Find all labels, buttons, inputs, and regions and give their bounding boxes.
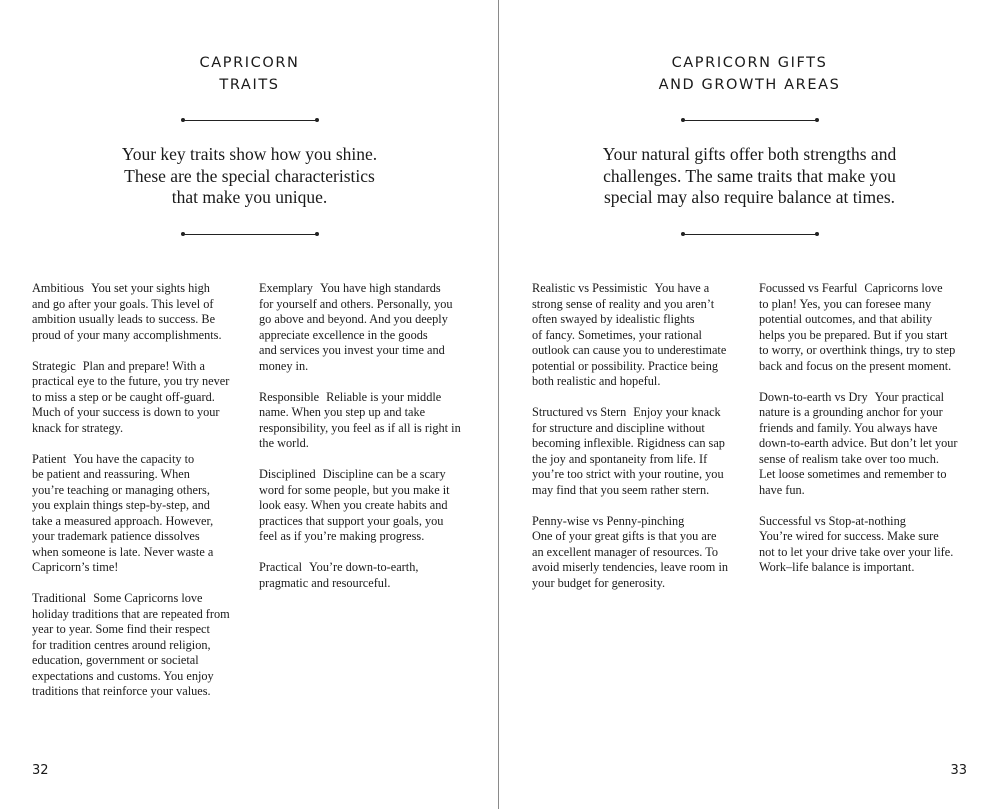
text-column-left: [32, 281, 247, 700]
text-column-right: [759, 281, 991, 576]
entry-line: [532, 514, 747, 530]
entry-text: go above and beyond. And you deeply: [259, 312, 448, 326]
entry-text: look easy. When you create habits and: [259, 498, 448, 512]
entry-text: potential or possibility. Practice being: [532, 358, 719, 373]
entry-line: [259, 436, 491, 452]
entry-text: You’re wired for success. Make sure: [759, 529, 939, 543]
intro-line: These are the special characteristics: [124, 165, 375, 186]
entry-text: You have high standards: [319, 281, 441, 295]
entry-line: [259, 405, 491, 421]
entry-line: [532, 405, 747, 421]
entry-text: back and focus on the present moment.: [759, 358, 952, 373]
trait-entry: [532, 405, 747, 498]
entry-text: You’re down-to-earth,: [309, 560, 419, 574]
trait-entry: [759, 390, 991, 499]
entry-text: for yourself and others. Personally, you: [259, 296, 453, 311]
intro-line: special may also require balance at times.: [603, 187, 896, 207]
entry-line: [532, 297, 747, 313]
trait-entry: [32, 591, 247, 700]
entry-line: [259, 390, 491, 406]
entry-text: Reliable is your middle: [326, 389, 442, 404]
entry-line: [759, 421, 991, 437]
entry-text: Some Capricorns love: [93, 591, 203, 605]
left-page: [0, 0, 499, 809]
entry-line: [32, 467, 247, 483]
entry-text: Let loose sometimes and remember to: [759, 467, 947, 481]
entry-text: You set your sights high: [90, 281, 210, 295]
entry-text: of fancy. Sometimes, your rational: [532, 327, 702, 342]
title-line: CAPRICORN: [199, 55, 300, 71]
entry-line: [532, 343, 747, 359]
entry-text: You have a: [654, 281, 710, 295]
entry-line: [259, 359, 491, 375]
entry-line: [759, 312, 991, 328]
entry-text: responsibility, you feel as if all is right in: [259, 420, 461, 435]
entry-line: [259, 514, 491, 530]
text-column-left: [532, 281, 747, 591]
entry-text: feel as if you’re making progress.: [259, 529, 425, 543]
trait-entry: [259, 281, 491, 374]
entry-line: [759, 343, 991, 359]
trait-heading: Disciplined: [259, 467, 316, 481]
trait-heading: Exemplary: [259, 281, 313, 295]
entry-text: Capricorn’s time!: [32, 560, 119, 574]
entry-line: [32, 359, 247, 375]
entry-text: traditions that reinforce your values.: [32, 684, 211, 698]
entry-line: [759, 545, 991, 561]
entry-line: [32, 607, 247, 623]
entry-text: you explain things step-by-step, and: [32, 498, 210, 512]
entry-text: Your practical: [874, 389, 945, 404]
entry-text: to plan! Yes, you can foresee many: [759, 296, 932, 311]
trait-entry: [259, 390, 491, 452]
divider-ornament: [182, 231, 318, 238]
title-line: TRAITS: [219, 77, 280, 93]
entry-line: [532, 483, 747, 499]
entry-line: [259, 576, 491, 592]
divider-ornament: [682, 231, 818, 238]
intro-line: Your key traits show how you shine.: [121, 144, 378, 164]
intro-line: challenges. The same traits that make you: [603, 165, 896, 186]
entry-text: money in.: [259, 358, 309, 373]
entry-line: [32, 297, 247, 313]
entry-text: Work–life balance is important.: [759, 560, 915, 574]
intro-line: that make you unique.: [171, 187, 328, 207]
entry-line: [532, 545, 747, 561]
entry-line: [259, 529, 491, 545]
trait-heading: Patient: [32, 451, 67, 466]
entry-text: friends and family. You always have: [759, 420, 938, 435]
entry-text: you’re teaching or managing others,: [32, 482, 210, 497]
entry-line: [759, 390, 991, 406]
trait-entry: [32, 281, 247, 343]
entry-line: [532, 529, 747, 545]
entry-line: [532, 436, 747, 452]
trait-heading: Realistic vs Pessimistic: [532, 281, 648, 295]
entry-line: [532, 359, 747, 375]
right-page: [500, 0, 999, 809]
entry-line: [532, 312, 747, 328]
entry-line: [532, 467, 747, 483]
entry-line: [759, 483, 991, 499]
entry-text: for structure and discipline without: [532, 420, 705, 435]
trait-entry: [759, 281, 991, 374]
entry-line: [259, 467, 491, 483]
trait-heading: Structured vs Stern: [532, 405, 627, 419]
entry-line: [759, 467, 991, 483]
trait-heading: Ambitious: [32, 281, 84, 295]
entry-line: [259, 328, 491, 344]
text-column-right: [259, 281, 491, 591]
entry-line: [32, 638, 247, 654]
entry-line: [532, 421, 747, 437]
entry-line: [759, 436, 991, 452]
entry-text: down-to-earth advice. But don’t let your: [759, 436, 958, 450]
entry-line: [32, 684, 247, 700]
entry-line: [259, 560, 491, 576]
entry-text: strong sense of reality and you aren’t: [532, 296, 715, 311]
entry-line: [259, 421, 491, 437]
title-line: AND GROWTH AREAS: [658, 77, 841, 93]
entry-text: Discipline can be a scary: [322, 467, 446, 481]
entry-text: education, government or societal: [32, 653, 199, 667]
entry-line: [32, 545, 247, 561]
entry-line: [759, 405, 991, 421]
entry-text: to worry, or overthink things, try to step: [759, 343, 956, 357]
entry-line: [32, 452, 247, 468]
intro-text: [0, 144, 499, 209]
intro-text: [500, 144, 999, 209]
divider-ornament: [682, 117, 818, 124]
trait-entry: [532, 514, 747, 592]
entry-text: pragmatic and resourceful.: [259, 575, 391, 590]
entry-text: sense of realism take over too much.: [759, 451, 939, 466]
page-title: [500, 52, 999, 96]
entry-text: Capricorns love: [864, 281, 943, 295]
entry-line: [759, 281, 991, 297]
entry-line: [759, 328, 991, 344]
entry-text: not to let your drive take over your life.: [759, 544, 954, 559]
entry-text: potential outcomes, and that ability: [759, 312, 933, 326]
entry-line: [532, 281, 747, 297]
entry-text: You have the capacity to: [73, 451, 195, 466]
entry-line: [259, 312, 491, 328]
entry-line: [32, 374, 247, 390]
entry-line: [32, 622, 247, 638]
entry-line: [532, 576, 747, 592]
trait-heading: Strategic: [32, 358, 76, 373]
entry-line: [32, 529, 247, 545]
entry-line: [32, 560, 247, 576]
entry-text: word for some people, but you make it: [259, 482, 450, 497]
trait-entry: [259, 560, 491, 591]
entry-line: [32, 405, 247, 421]
entry-text: the joy and spontaneity from life. If: [532, 451, 708, 466]
entry-text: expectations and customs. You enjoy: [32, 668, 214, 683]
entry-text: for tradition centres around religion,: [32, 637, 211, 652]
entry-text: an excellent manager of resources. To: [532, 544, 719, 559]
trait-entry: [259, 467, 491, 545]
entry-line: [532, 452, 747, 468]
entry-text: both realistic and hopeful.: [532, 374, 661, 388]
entry-line: [259, 483, 491, 499]
entry-text: often swayed by idealistic flights: [532, 312, 695, 326]
trait-entry: [32, 452, 247, 576]
entry-line: [32, 312, 247, 328]
trait-heading: Penny-wise vs Penny-pinching: [532, 513, 685, 528]
entry-text: helps you be prepared. But if you start: [759, 327, 948, 342]
entry-text: your trademark patience dissolves: [32, 529, 200, 543]
entry-line: [32, 421, 247, 437]
entry-text: you’re too strict with your routine, you: [532, 467, 724, 481]
entry-text: nature is a grounding anchor for your: [759, 405, 943, 419]
page-title: [0, 52, 499, 96]
trait-heading: Responsible: [259, 389, 320, 404]
entry-line: [759, 452, 991, 468]
entry-text: the world.: [259, 436, 309, 450]
trait-heading: Successful vs Stop-at-nothing: [759, 513, 906, 528]
entry-line: [32, 328, 247, 344]
entry-text: One of your great gifts is that you are: [532, 529, 717, 543]
entry-text: becoming inflexible. Rigidness can sap: [532, 436, 725, 450]
entry-line: [259, 343, 491, 359]
trait-heading: Focussed vs Fearful: [759, 281, 858, 295]
entry-line: [32, 514, 247, 530]
entry-line: [532, 374, 747, 390]
entry-text: Plan and prepare! With a: [82, 358, 205, 373]
gutter-line: [498, 0, 499, 809]
entry-line: [532, 560, 747, 576]
page-number: 32: [32, 763, 49, 778]
entry-text: be patient and reassuring. When: [32, 467, 190, 481]
entry-text: avoid miserly tendencies, leave room in: [532, 560, 729, 574]
entry-text: proud of your many accomplishments.: [32, 327, 222, 342]
trait-heading: Traditional: [32, 591, 87, 605]
entry-text: outlook can cause you to underestimate: [532, 343, 727, 357]
trait-entry: [32, 359, 247, 437]
entry-text: year to year. Some find their respect: [32, 622, 210, 636]
entry-line: [759, 359, 991, 375]
entry-text: and go after your goals. This level of: [32, 296, 214, 311]
entry-text: practices that support your goals, you: [259, 513, 444, 528]
entry-text: your budget for generosity.: [532, 575, 666, 590]
entry-line: [759, 514, 991, 530]
entry-text: practical eye to the future, you try never: [32, 374, 230, 388]
entry-text: when someone is late. Never waste a: [32, 544, 214, 559]
entry-text: have fun.: [759, 482, 805, 497]
intro-line: Your natural gifts offer both strengths and: [602, 144, 897, 164]
entry-line: [259, 498, 491, 514]
entry-line: [759, 297, 991, 313]
entry-text: Much of your success is down to your: [32, 405, 220, 419]
entry-line: [259, 281, 491, 297]
entry-line: [32, 281, 247, 297]
title-line: CAPRICORN GIFTS: [671, 55, 828, 71]
entry-text: to miss a step or be caught off-guard.: [32, 389, 215, 404]
entry-line: [32, 498, 247, 514]
trait-heading: Practical: [259, 560, 303, 574]
entry-text: holiday traditions that are repeated from: [32, 606, 230, 621]
entry-line: [32, 669, 247, 685]
trait-heading: Down-to-earth vs Dry: [759, 389, 868, 404]
entry-line: [259, 297, 491, 313]
entry-text: appreciate excellence in the goods: [259, 327, 428, 342]
entry-line: [759, 529, 991, 545]
entry-text: Enjoy your knack: [633, 405, 721, 419]
trait-entry: [532, 281, 747, 390]
entry-text: and services you invest your time and: [259, 343, 445, 357]
divider-ornament: [182, 117, 318, 124]
entry-text: may find that you seem rather stern.: [532, 482, 710, 497]
entry-text: ambition usually leads to success. Be: [32, 312, 216, 326]
entry-line: [32, 483, 247, 499]
entry-line: [532, 328, 747, 344]
trait-entry: [759, 514, 991, 576]
entry-text: take a measured approach. However,: [32, 513, 214, 528]
page-number: 33: [950, 763, 967, 778]
entry-text: name. When you step up and take: [259, 405, 426, 419]
entry-line: [759, 560, 991, 576]
entry-text: knack for strategy.: [32, 420, 124, 435]
entry-line: [32, 390, 247, 406]
entry-line: [32, 653, 247, 669]
entry-line: [32, 591, 247, 607]
